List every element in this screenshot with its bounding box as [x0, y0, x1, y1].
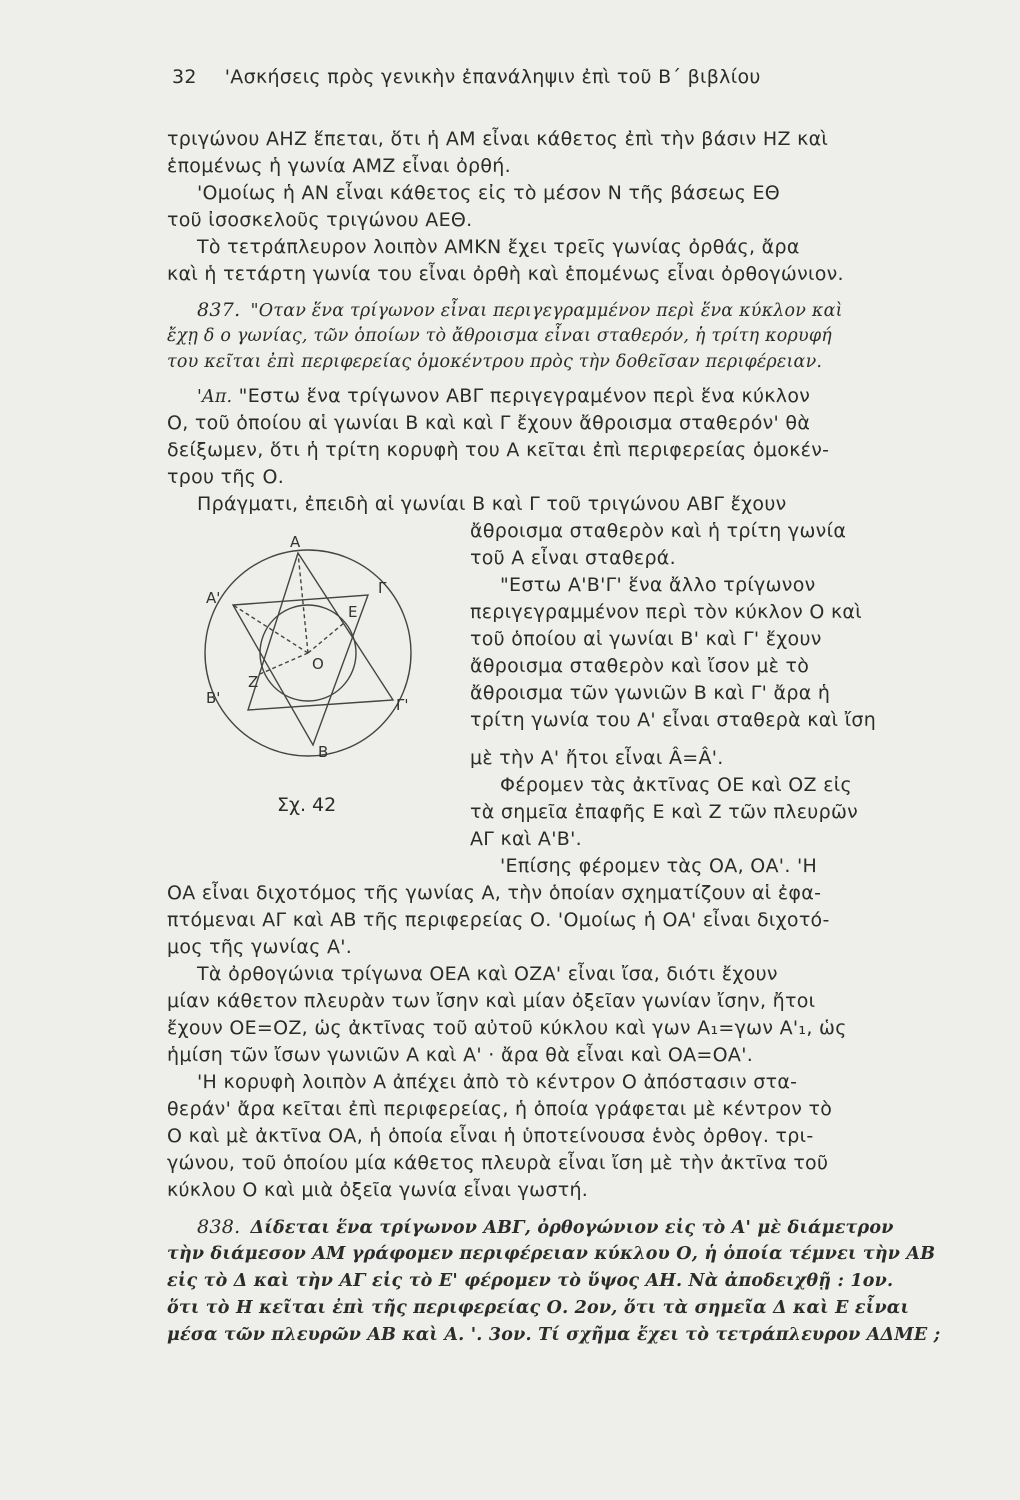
exercise-statement-line: εἰς τὸ Δ καὶ τὴν ΑΓ εἰς τὸ Ε' φέρομεν τὸ ὕψος ΑΗ. Νὰ ἀποδειχθῇ : 1ον. — [167, 1271, 894, 1291]
geometry-diagram — [178, 535, 448, 765]
text-line: Ο καὶ μὲ ἀκτῖνα ΟΑ, ἡ ὁποία εἶναι ἡ ὑποτείνουσα ἑνὸς ὀρθογ. τρι- — [167, 1125, 814, 1147]
exercise-number: 838. — [197, 1216, 241, 1238]
exercise-statement-line: τὴν διάμεσον ΑΜ γράφομεν περιφέρειαν κύκλου Ο, ἡ ὁποία τέμνει τὴν ΑΒ — [167, 1244, 936, 1264]
answer-start — [167, 383, 957, 411]
text-line: θεράν' ἄρα κεῖται ἐπὶ περιφερείας, ἡ ὁποία γράφεται μὲ κέντρον τὸ — [167, 1098, 833, 1120]
radius-oa1 — [233, 605, 308, 653]
text-line: ἄθροισμα σταθερὸν καὶ ἴσον μὲ τὸ — [470, 655, 810, 677]
text-line: μὲ τὴν Α' ἤτοι εἶναι Â=Â'. — [470, 747, 724, 769]
exercise-838-heading — [167, 1214, 957, 1242]
running-title: 'Ασκήσεις πρὸς γενικὴν ἐπανάληψιν ἐπὶ τοῦ Β΄ βιβλίου — [224, 66, 761, 88]
exercise-statement: "Οταν ἕνα τρίγωνον εἶναι περιγεγραμμένον περὶ ἕνα κύκλον καὶ — [250, 301, 843, 321]
figure-caption: Σχ. 42 — [277, 794, 337, 816]
text-line: περιγεγραμμένον περὶ τὸν κύκλον Ο καὶ — [470, 601, 862, 623]
text-line: Τὸ τετράπλευρον λοιπὸν ΑΜΚΝ ἔχει τρεῖς γωνίας ὀρθάς, ἄρα — [197, 236, 800, 258]
text-line: Τὰ ὀρθογώνια τρίγωνα ΟΕΑ καὶ ΟΖΑ' εἶναι ἴσα, διότι ἔχουν — [197, 963, 778, 985]
text-line: πτόμεναι ΑΓ καὶ ΑΒ τῆς περιφερείας Ο. 'Ομοίως ἡ ΟΑ' εἶναι διχοτό- — [167, 909, 830, 931]
text-line: 'Ομοίως ἡ ΑΝ εἶναι κάθετος εἰς τὸ μέσον Ν τῆς βάσεως ΕΘ — [197, 182, 781, 204]
point-label: Β — [318, 743, 329, 761]
text-line: Πράγματι, ἐπειδὴ αἱ γωνίαι Β καὶ Γ τοῦ τριγώνου ΑΒΓ ἔχουν — [197, 493, 787, 515]
text-line: κύκλου Ο καὶ μιὰ ὀξεῖα γωνία εἶναι γωστή. — [167, 1179, 589, 1201]
text-line: Φέρομεν τὰς ἀκτῖνας ΟΕ καὶ ΟΖ εἰς — [500, 774, 852, 796]
text-line: ΟΑ εἶναι διχοτόμος τῆς γωνίας Α, τὴν ὁποίαν σχηματίζουν αἱ ἐφα- — [167, 882, 822, 904]
text-line: ἡμίση τῶν ἴσων γωνιῶν Α καὶ Α' · ἄρα θὰ εἶναι καὶ ΟΑ=ΟΑ'. — [167, 1044, 754, 1066]
exercise-statement-line: ἔχῃ δ ο γωνίας, τῶν ὁποίων τὸ ἄθροισμα εἶναι σταθερόν, ἡ τρίτη κορυφή — [167, 326, 832, 346]
text-line: 'Επίσης φέρομεν τὰς ΟΑ, ΟΑ'. 'Η — [500, 855, 818, 877]
triangle-abg — [248, 553, 393, 710]
text-line: ἔχουν ΟΕ=ΟΖ, ὡς ἀκτῖνας τοῦ αὐτοῦ κύκλου καὶ γων Α₁=γων Α'₁, ὡς — [167, 1017, 847, 1039]
point-label: Α — [290, 535, 301, 551]
point-label: Β' — [206, 689, 221, 707]
text-line: δείξωμεν, ὅτι ἡ τρίτη κορυφὴ του Α κεῖται ἐπὶ περιφερείας ὁμοκέν- — [167, 439, 830, 461]
text-line: μίαν κάθετον πλευρὰν των ἴσην καὶ μίαν ὀξεῖαν γωνίαν ἴσην, ἤτοι — [167, 990, 816, 1012]
text-line: τρίτη γωνία του Α' εἶναι σταθερὰ καὶ ἴση — [470, 709, 877, 731]
text-line: τριγώνου ΑΗΖ ἕπεται, ὅτι ἡ ΑΜ εἶναι κάθετος ἐπὶ τὴν βάσιν ΗΖ καὶ — [167, 128, 829, 150]
text-line: ἑπομένως ἡ γωνία ΑΜΖ εἶναι ὀρθή. — [167, 155, 511, 177]
radius-oa — [298, 553, 308, 653]
page-number: 32 — [172, 66, 197, 88]
running-header — [172, 64, 932, 91]
exercise-statement: Δίδεται ἕνα τρίγωνον ΑΒΓ, ὀρθογώνιον εἰς τὸ Α' μὲ διάμετρον — [250, 1218, 894, 1238]
point-label: Γ' — [396, 696, 409, 714]
exercise-statement-line: του κεῖται ἐπὶ περιφερείας ὁμοκέντρου πρὸς τὴν δοθεῖσαν περιφέρειαν. — [167, 352, 823, 372]
text-line: ἄθροισμα σταθερὸν καὶ ἡ τρίτη γωνία — [470, 520, 847, 542]
text-line: ἄθροισμα τῶν γωνιῶν Β καὶ Γ' ἄρα ἡ — [470, 682, 831, 704]
point-label: Α' — [206, 589, 221, 607]
answer-label: 'Απ. — [197, 387, 233, 407]
text-line: γώνου, τοῦ ὁποίου μία κάθετος πλευρὰ εἶναι ἴση μὲ τὴν ἀκτῖνα τοῦ — [167, 1152, 829, 1174]
point-label: Ο — [312, 655, 324, 673]
text-line: Ο, τοῦ ὁποίου αἱ γωνίαι Β καὶ καὶ Γ ἔχουν ἄθροισμα σταθερόν' θὰ — [167, 412, 811, 434]
text-line: τοῦ ἰσοσκελοῦς τριγώνου ΑΕΘ. — [167, 209, 473, 231]
exercise-837-heading — [167, 297, 957, 325]
exercise-number: 837. — [197, 299, 241, 321]
text-line: τοῦ Α εἶναι σταθερά. — [470, 547, 676, 569]
point-label: Ε — [348, 603, 358, 621]
answer-text: "Εστω ἕνα τρίγωνον ΑΒΓ περιγεγραμένον περὶ ἕνα κύκλον — [238, 385, 811, 407]
text-line: τοῦ ὁποίου αἱ γωνίαι Β' καὶ Γ' ἔχουν — [470, 628, 822, 650]
point-label: Ζ — [248, 673, 259, 691]
text-line: "Εστω Α'Β'Γ' ἕνα ἄλλο τρίγωνον — [500, 574, 816, 596]
exercise-statement-line: μέσα τῶν πλευρῶν ΑΒ καὶ Α. '. 3ον. Τί σχῆμα ἔχει τὸ τετράπλευρον ΑΔΜΕ ; — [167, 1325, 941, 1345]
text-line: καὶ ἡ τετάρτη γωνία του εἶναι ὀρθὴ καὶ ἑπομένως εἶναι ὀρθογώνιον. — [167, 263, 844, 285]
text-line: ΑΓ καὶ Α'Β'. — [470, 828, 582, 850]
text-line: μος τῆς γωνίας Α'. — [167, 936, 353, 958]
text-line: τὰ σημεῖα ἐπαφῆς Ε καὶ Ζ τῶν πλευρῶν — [470, 801, 859, 823]
radius-oe — [308, 623, 344, 653]
text-line: τρου τῆς Ο. — [167, 466, 285, 488]
text-line: 'Η κορυφὴ λοιπὸν Α ἀπέχει ἀπὸ τὸ κέντρον Ο ἀπόστασιν στα- — [197, 1071, 798, 1093]
point-label: Γ — [378, 579, 387, 597]
exercise-statement-line: ὅτι τὸ Η κεῖται ἐπὶ τῆς περιφερείας Ο. 2ον, ὅτι τὰ σημεῖα Δ καὶ Ε εἶναι — [167, 1298, 910, 1318]
